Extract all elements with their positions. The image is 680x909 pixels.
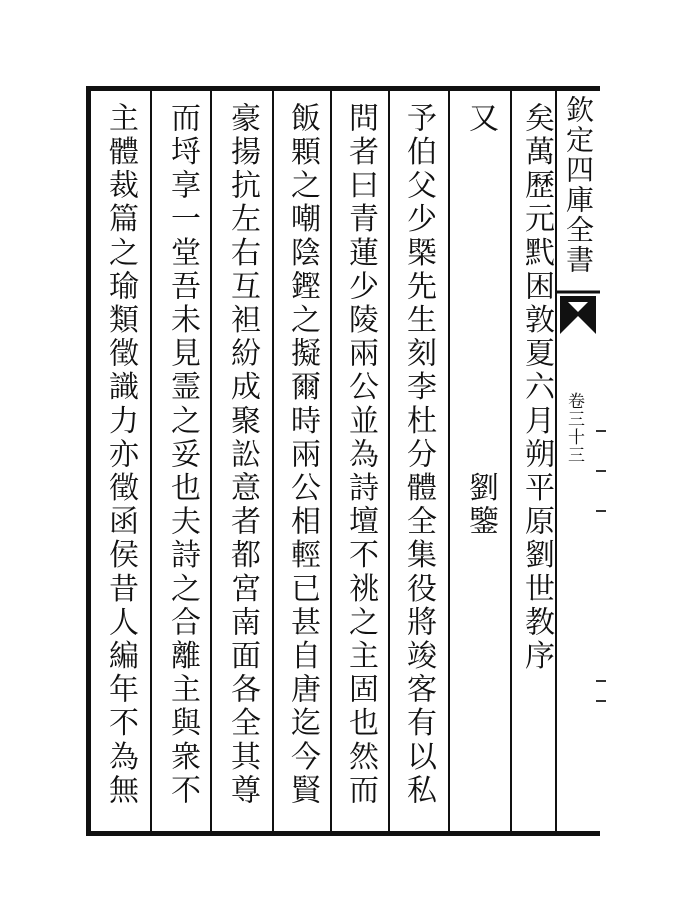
fish-tail-mark-icon: [556, 290, 600, 340]
text-column-4: 問者曰青蓮少陵兩公並為詩壇不祧之主固也然而: [343, 102, 378, 808]
column-rule: [210, 91, 212, 831]
text-column-6: 豪揚抗左右互袒紛成聚訟意者都宮南面各全其尊: [225, 102, 260, 808]
text-column-8: 主體裁篇之瑜類徵識力亦徵函侯昔人編年不為無: [103, 102, 138, 808]
column-rule: [150, 91, 152, 831]
frame-top-border: [86, 86, 600, 91]
juan-number: 卷三十三: [564, 392, 584, 464]
margin-tick: [596, 430, 606, 432]
margin-tick: [596, 510, 606, 512]
text-column-7: 而埒享一堂吾未見霊之妥也夫詩之合離主與衆不: [165, 102, 200, 808]
book-title: 欽定四庫全書: [562, 95, 595, 275]
text-column-5: 飯顆之嘲陰鏗之擬爾時兩公相輕已甚自唐迄今賢: [285, 102, 320, 808]
frame-left-border: [86, 86, 91, 836]
margin-tick: [596, 680, 606, 682]
column-rule: [510, 91, 512, 831]
text-column-3: 予伯父少槩先生刻李杜分體全集役將竣客有以私: [401, 102, 436, 808]
column-rule: [448, 91, 450, 831]
margin-tick: [596, 700, 606, 702]
frame-bottom-border: [86, 831, 600, 836]
text-column-2: 又 劉鑒: [463, 102, 498, 539]
text-column-1: 矣萬歷元黓困敦夏六月朔平原劉世教序: [519, 102, 554, 674]
column-rule: [330, 91, 332, 831]
column-rule: [272, 91, 274, 831]
column-rule: [388, 91, 390, 831]
margin-tick: [596, 470, 606, 472]
